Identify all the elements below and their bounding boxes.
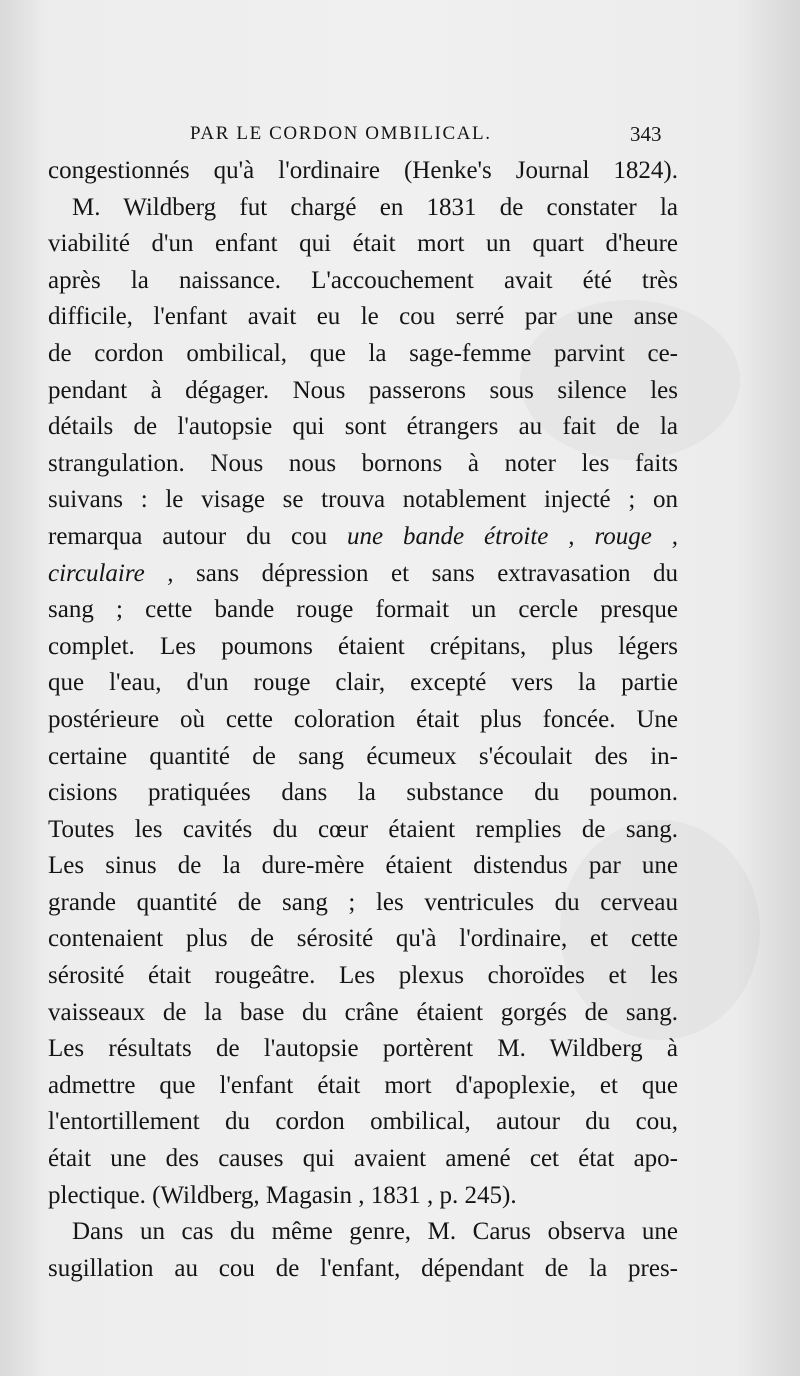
- text-line: postérieure où cette coloration était plus foncée. Une: [48, 705, 678, 733]
- text-line: plectique. (Wildberg, Magasin , 1831 , p. 245).: [48, 1181, 517, 1209]
- page-header: [0, 118, 800, 150]
- italic-segment: une bande étroite , rouge ,: [347, 522, 678, 550]
- text-line: grande quantité de sang ; les ventricules du cerveau: [48, 888, 678, 916]
- text-line: viabilité d'un enfant qui était mort un quart d'heure: [48, 230, 678, 258]
- text-line: après la naissance. L'accouchement avait été très: [48, 266, 678, 294]
- text-line: vaisseaux de la base du crâne étaient gorgés de sang.: [48, 998, 678, 1026]
- text-line: suivans : le visage se trouva notablement injecté ; on: [48, 486, 678, 514]
- text-line: sérosité était rougeâtre. Les plexus choroïdes et les: [48, 962, 678, 990]
- text-line-italic: [48, 556, 678, 593]
- text-segment: remarqua autour du cou: [48, 522, 348, 550]
- text-line: était une des causes qui avaient amené cet état apo-: [48, 1145, 678, 1173]
- text-line: sang ; cette bande rouge formait un cercle presque: [48, 596, 678, 624]
- text-line: contenaient plus de sérosité qu'à l'ordinaire, et cette: [48, 925, 678, 953]
- text-line: Dans un cas du même genre, M. Carus observa une: [72, 1218, 678, 1246]
- text-line: de cordon ombilical, que la sage-femme parvint ce-: [48, 339, 678, 367]
- text-line: détails de l'autopsie qui sont étrangers au fait de la: [48, 413, 678, 441]
- text-line: certaine quantité de sang écumeux s'écoulait des in-: [48, 742, 678, 770]
- text-line: sugillation au cou de l'enfant, dépendant de la pres-: [48, 1254, 678, 1282]
- text-line: Toutes les cavités du cœur étaient remplies de sang.: [48, 815, 678, 843]
- text-segment: sans dépression et sans extravasation du: [173, 559, 678, 587]
- running-title: PAR LE CORDON OMBILICAL.: [190, 123, 492, 144]
- text-line: que l'eau, d'un rouge clair, excepté vers la partie: [48, 669, 678, 697]
- text-line: difficile, l'enfant avait eu le cou serré par une anse: [48, 303, 678, 331]
- text-line: M. Wildberg fut chargé en 1831 de constater la: [72, 193, 678, 221]
- text-line: strangulation. Nous nous bornons à noter les faits: [48, 449, 678, 477]
- body-text: [48, 153, 678, 1287]
- italic-segment: circulaire ,: [48, 559, 174, 587]
- text-line: Les résultats de l'autopsie portèrent M. Wildberg à: [48, 1035, 678, 1063]
- text-line: admettre que l'enfant était mort d'apoplexie, et que: [48, 1071, 678, 1099]
- text-line: cisions pratiquées dans la substance du poumon.: [48, 779, 678, 807]
- text-line: l'entortillement du cordon ombilical, autour du cou,: [48, 1108, 678, 1136]
- page-number: 343: [630, 122, 662, 146]
- text-line: complet. Les poumons étaient crépitans, plus légers: [48, 632, 678, 660]
- text-line: Les sinus de la dure-mère étaient distendus par une: [48, 852, 678, 880]
- text-line: pendant à dégager. Nous passerons sous silence les: [48, 376, 678, 404]
- text-line: congestionnés qu'à l'ordinaire (Henke's Journal 1824).: [48, 157, 678, 184]
- text-line-italic: [48, 519, 678, 556]
